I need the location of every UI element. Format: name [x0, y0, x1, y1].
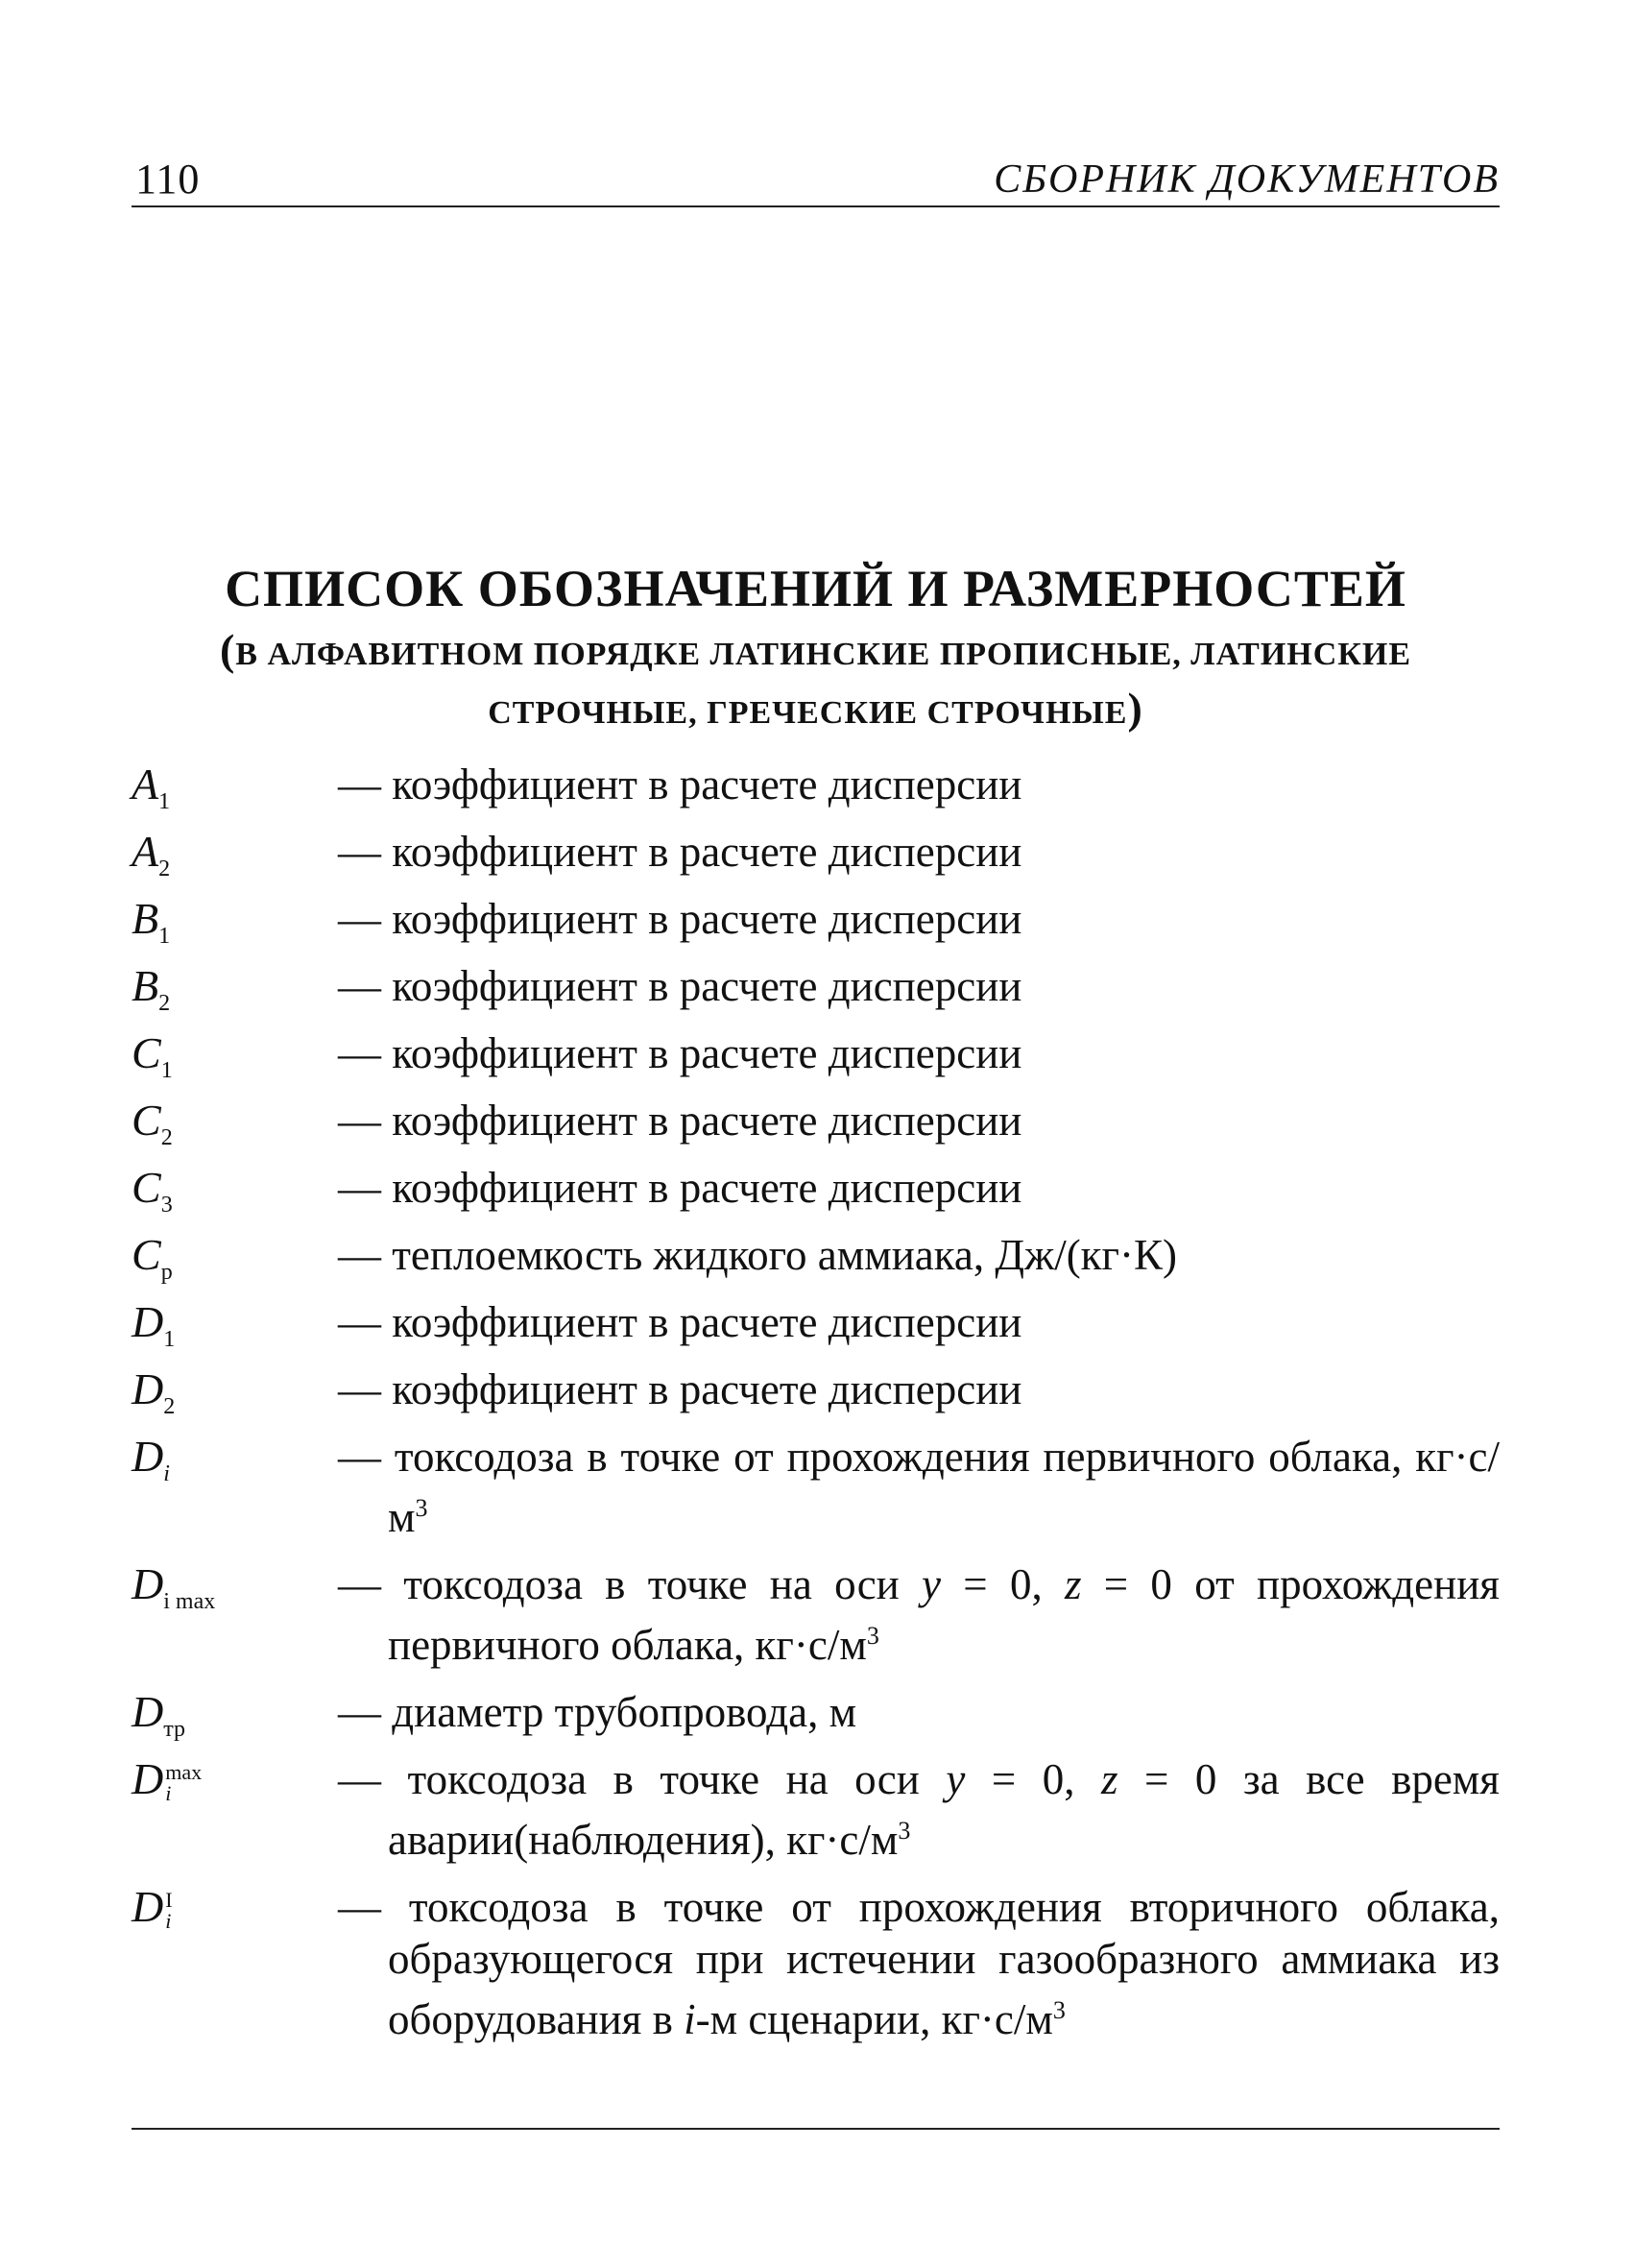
description: — коэффициент в расчете дисперсии: [338, 1097, 1022, 1145]
description: — токсодоза в точке на оси y = 0, z = 0 за все время аварии(наблюдения), $кг\cdot с/м^3$: [338, 1755, 1500, 1864]
description: — теплоемкость жидкого аммиака, Дж/(кг·К): [338, 1231, 1177, 1279]
list-item: [132, 1431, 1500, 1543]
section-title: СПИСОК ОБОЗНАЧЕНИЙ И РАЗМЕРНОСТЕЙ: [225, 560, 1406, 617]
running-title: СБОРНИК ДОКУМЕНТОВ: [994, 157, 1500, 202]
description: — токсодоза в точке от прохождения первичного облака, $кг\cdot с/м^3$: [338, 1433, 1500, 1541]
page-header: [132, 152, 1500, 207]
list-item: [132, 1753, 1500, 1866]
symbol: $A_2$: [132, 827, 171, 882]
description: — коэффициент в расчете дисперсии: [338, 1298, 1022, 1346]
symbol: D max i: [132, 1754, 203, 1806]
symbol: $C_3$: [132, 1163, 173, 1218]
symbol: $D_{тр}$: [132, 1687, 186, 1743]
list-item: [132, 1027, 1500, 1084]
description: — коэффициент в расчете дисперсии: [338, 895, 1022, 943]
header-divider: [132, 205, 1500, 207]
list-item: [132, 1296, 1500, 1353]
section-title-block: [132, 555, 1500, 739]
subtitle-line-2: СТРОЧНЫЕ, ГРЕЧЕСКИЕ СТРОЧНЫЕ: [488, 695, 1128, 731]
list-item: [132, 1095, 1500, 1151]
symbol: $D_{i max}$: [132, 1559, 216, 1615]
list-item: [132, 759, 1500, 815]
description: — коэффициент в расчете дисперсии: [338, 962, 1022, 1010]
notation-list: [132, 759, 1500, 2061]
symbol: $D_1$: [132, 1297, 176, 1353]
list-item: [132, 1881, 1500, 2045]
list-item: [132, 1558, 1500, 1671]
symbol: $C_1$: [132, 1028, 173, 1084]
description: — коэффициент в расчете дисперсии: [338, 1029, 1022, 1077]
page-number: 110: [135, 156, 201, 203]
description: — токсодоза в точке на оси y = 0, z = 0 от прохождения первичного облака, $кг\cdot с/м^3$: [338, 1560, 1501, 1669]
description: — диаметр трубопровода, м: [338, 1688, 857, 1736]
list-item: [132, 1686, 1500, 1743]
description: — токсодоза в точке от прохождения вторичного облака, образующегося при истечении газообразного аммиака из оборудования в i-м сценарии, $кг\cdot с/м^3$: [338, 1883, 1500, 2043]
description: — коэффициент в расчете дисперсии: [338, 1164, 1022, 1212]
symbol: $D_2$: [132, 1364, 176, 1420]
section-subtitle-2: СТРОЧНЫЕ, ГРЕЧЕСКИЕ СТРОЧНЫЕ): [488, 684, 1143, 733]
list-item: [132, 893, 1500, 950]
symbol: D I i: [132, 1882, 173, 1934]
description: — коэффициент в расчете дисперсии: [338, 828, 1022, 876]
symbol: $A_1$: [132, 760, 171, 815]
list-item: [132, 960, 1500, 1017]
symbol: $D_i$: [132, 1432, 170, 1487]
section-subtitle: (В АЛФАВИТНОМ ПОРЯДКЕ ЛАТИНСКИЕ ПРОПИСНЫЕ, ЛАТИНСКИЕ: [219, 625, 1412, 674]
subtitle-line-1: В АЛФАВИТНОМ ПОРЯДКЕ ЛАТИНСКИЕ ПРОПИСНЫЕ, ЛАТИНСКИЕ: [235, 637, 1412, 672]
footer-divider: [132, 2128, 1500, 2130]
list-item: [132, 1363, 1500, 1420]
list-item: [132, 826, 1500, 882]
description: — коэффициент в расчете дисперсии: [338, 760, 1022, 808]
symbol: $C_2$: [132, 1096, 173, 1151]
list-item: [132, 1229, 1500, 1286]
symbol: $B_2$: [132, 961, 171, 1017]
description: — коэффициент в расчете дисперсии: [338, 1365, 1022, 1413]
symbol: $C_р$: [132, 1230, 173, 1286]
symbol: $B_1$: [132, 894, 171, 950]
list-item: [132, 1162, 1500, 1218]
